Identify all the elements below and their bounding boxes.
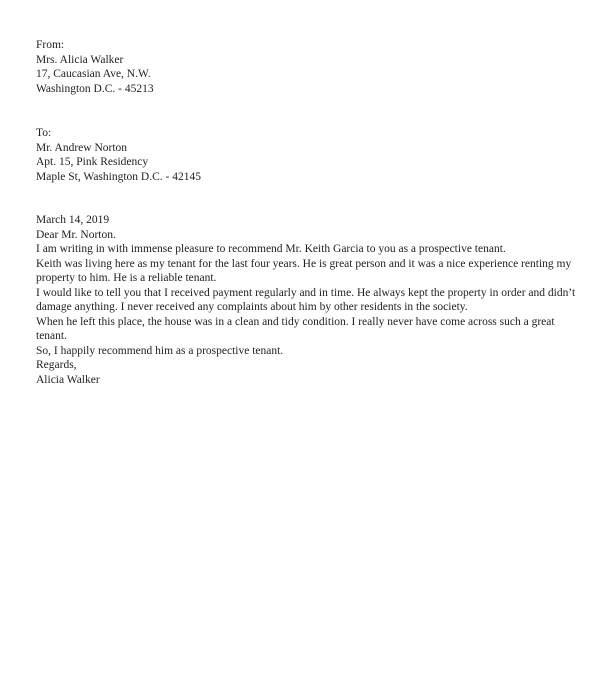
body-paragraph: When he left this place, the house was in a clean and tidy condition. I really never have come across such a great tenant. [36, 315, 555, 342]
to-label: To: [36, 127, 52, 139]
sender-name: Mrs. Alicia Walker [36, 53, 124, 66]
recipient-name: Mr. Andrew Norton [36, 141, 128, 154]
from-label: From: [36, 39, 65, 51]
sender-address-line-2: Washington D.C. - 45213 [36, 82, 154, 95]
sender-address-block [36, 53, 580, 97]
body-paragraph: I would like to tell you that I received payment regularly and in time. He always kept the property in order and didn’t damage anything. I never received any complaints about him by other residents in the society. [36, 286, 576, 313]
salutation: Dear Mr. Norton. [36, 228, 116, 241]
letter-date: March 14, 2019 [36, 214, 110, 226]
recipient-address-line-1: Apt. 15, Pink Residency [36, 156, 149, 168]
recipient-address-line-2: Maple St, Washington D.C. - 42145 [36, 170, 201, 183]
body-paragraph: I am writing in with immense pleasure to recommend Mr. Keith Garcia to you as a prospective tenant. [36, 243, 506, 255]
sender-address-line-1: 17, Caucasian Ave, N.W. [36, 68, 151, 80]
closing: Regards, [36, 359, 77, 371]
letter-body [36, 242, 580, 358]
body-paragraph: So, I happily recommend him as a prospective tenant. [36, 344, 284, 357]
signature-name: Alicia Walker [36, 373, 100, 386]
recipient-address-block [36, 141, 580, 185]
body-paragraph: Keith was living here as my tenant for the last four years. He is great person and it was a nice experience renting my property to him. He is a reliable tenant. [36, 257, 572, 284]
